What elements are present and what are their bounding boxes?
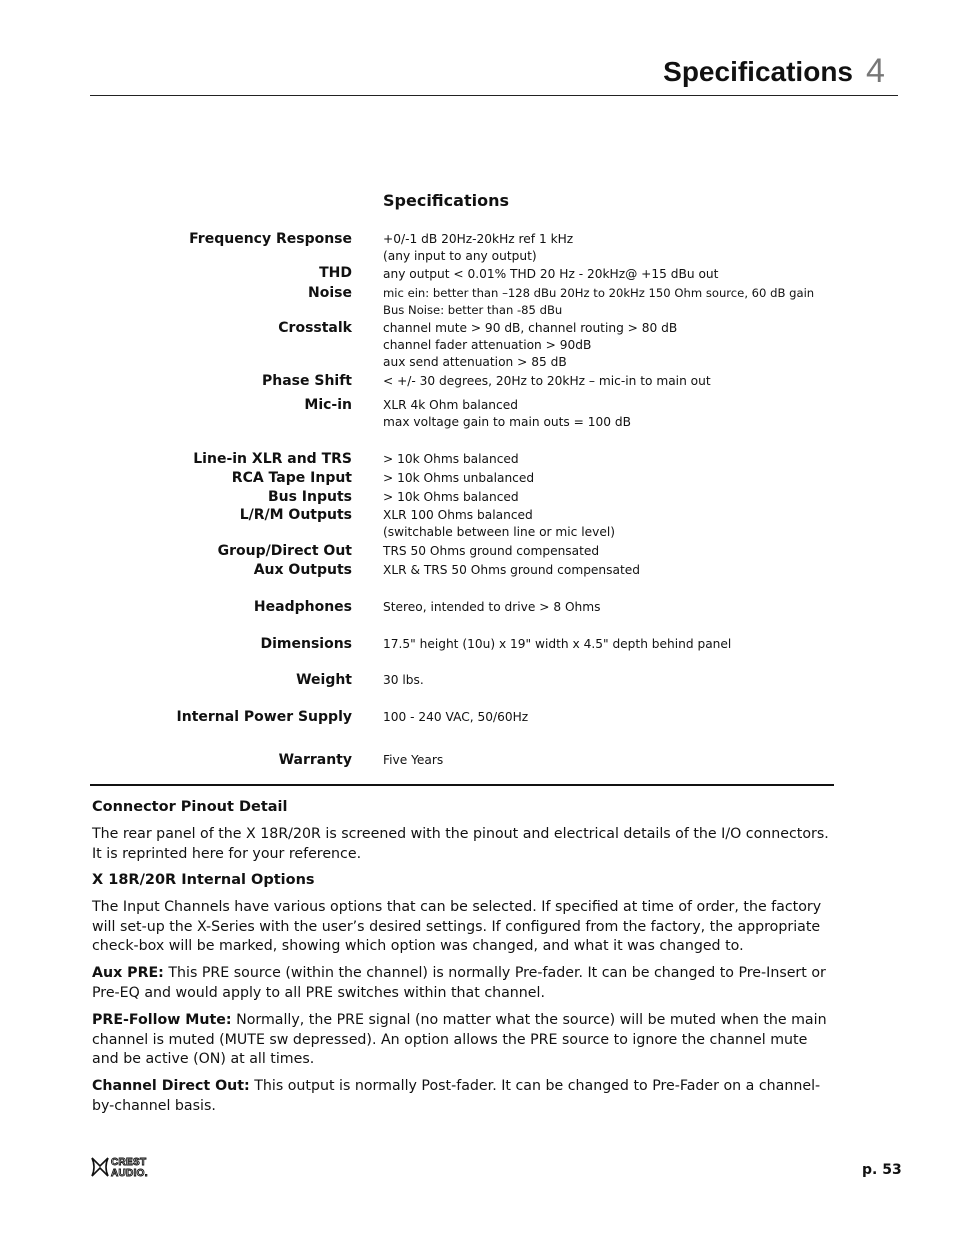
spec-value-line: aux send attenuation > 85 dB xyxy=(383,355,567,369)
spec-value-dimensions xyxy=(383,636,823,653)
spec-value-line: < +/- 30 degrees, 20Hz to 20kHz – mic-in to main out xyxy=(383,374,711,388)
spec-label-thd: THD xyxy=(319,265,352,281)
option-term: Channel Direct Out: xyxy=(92,1078,250,1094)
spec-value-bus-inputs xyxy=(383,489,823,506)
spec-value-mic-in xyxy=(383,397,823,431)
spec-label-headphones: Headphones xyxy=(253,599,352,615)
spec-label-weight: Weight xyxy=(296,672,352,688)
spec-value-line: max voltage gain to main outs = 100 dB xyxy=(383,415,631,429)
page-title: Specifications xyxy=(663,56,853,87)
spec-value-line: XLR 100 Ohms balanced xyxy=(383,508,533,522)
spec-value-line: Five Years xyxy=(383,753,444,767)
spec-value-line-in xyxy=(383,451,823,468)
spec-value-line: TRS 50 Ohms ground compensated xyxy=(383,544,600,558)
spec-label-dimensions: Dimensions xyxy=(260,636,352,652)
spec-value-line: +0/-1 dB 20Hz-20kHz ref 1 kHz xyxy=(383,232,574,246)
spec-value-line: > 10k Ohms balanced xyxy=(383,452,519,466)
spec-value-warranty xyxy=(383,752,823,769)
spec-value-line: XLR & TRS 50 Ohms ground compensated xyxy=(383,563,640,577)
spec-label-warranty: Warranty xyxy=(278,752,352,768)
spec-value-line: mic ein: better than –128 dBu 20Hz to 20kHz 150 Ohm source, 60 dB gain xyxy=(383,286,815,300)
logo-text-line1: CREST xyxy=(111,1157,147,1168)
option-pre-follow-mute xyxy=(92,1011,837,1070)
chapter-number: 4 xyxy=(866,52,885,90)
spec-label-group-direct-out: Group/Direct Out xyxy=(217,543,352,559)
spec-label-aux-outputs: Aux Outputs xyxy=(253,562,352,578)
connector-pinout-heading: Connector Pinout Detail xyxy=(92,799,288,815)
spec-label-phase-shift: Phase Shift xyxy=(261,373,352,389)
spec-label-mic-in: Mic-in xyxy=(304,397,352,413)
spec-value-line: > 10k Ohms balanced xyxy=(383,490,519,504)
spec-value-crosstalk xyxy=(383,320,823,371)
header-rule xyxy=(90,95,898,96)
spec-label-crosstalk: Crosstalk xyxy=(278,320,352,336)
specifications-heading: Specifications xyxy=(383,191,509,210)
logo-mark xyxy=(92,1158,108,1176)
spec-value-group-direct-out xyxy=(383,543,823,560)
spec-value-line: XLR 4k Ohm balanced xyxy=(383,398,518,412)
option-text: This output is normally Post-fader. It can be changed to Pre-Fader on a channel-by-channel basis. xyxy=(92,1078,821,1114)
spec-value-line: (any input to any output) xyxy=(383,249,537,263)
spec-label-frequency-response: Frequency Response xyxy=(189,231,352,247)
logo-text-line2: AUDIO. xyxy=(111,1168,148,1179)
section-divider xyxy=(90,784,834,786)
spec-label-rca-tape-input: RCA Tape Input xyxy=(231,470,352,486)
spec-value-line: 100 - 240 VAC, 50/60Hz xyxy=(383,710,529,724)
spec-value-lrm-outputs xyxy=(383,507,823,541)
option-text: Normally, the PRE signal (no matter what the source) will be muted when the main channel is muted (MUTE sw depressed). An option allows the PRE source to ignore the channel mute and be active (ON) at all times. xyxy=(92,1012,827,1067)
option-text: This PRE source (within the channel) is normally Pre-fader. It can be changed to Pre-Insert or Pre-EQ and would apply to all PRE switches within that channel. xyxy=(92,965,826,1001)
option-term: Aux PRE: xyxy=(92,965,164,981)
spec-value-aux-outputs xyxy=(383,562,823,579)
option-term: PRE-Follow Mute: xyxy=(92,1012,232,1028)
spec-value-weight xyxy=(383,672,823,689)
internal-options-intro: The Input Channels have various options that can be selected. If specified at time of order, the factory will set-up the X-Series with the user’s desired settings. If configured from the factory, the appropriate check-box will be marked, showing which option was changed, and what it was changed to. xyxy=(92,899,822,954)
spec-label-bus-inputs: Bus Inputs xyxy=(267,489,352,505)
spec-value-headphones xyxy=(383,599,823,616)
spec-value-internal-power-supply xyxy=(383,709,823,726)
spec-label-lrm-outputs: L/R/M Outputs xyxy=(239,507,352,523)
spec-value-line: (switchable between line or mic level) xyxy=(383,525,615,539)
spec-value-line: Stereo, intended to drive > 8 Ohms xyxy=(383,600,601,614)
spec-label-noise: Noise xyxy=(308,285,352,301)
option-aux-pre xyxy=(92,964,837,1003)
spec-value-line: any output < 0.01% THD 20 Hz - 20kHz@ +15 dBu out xyxy=(383,267,719,281)
spec-label-internal-power-supply: Internal Power Supply xyxy=(176,709,352,725)
spec-label-line-in: Line-in XLR and TRS xyxy=(193,451,352,467)
spec-value-rca-tape-input xyxy=(383,470,823,487)
option-channel-direct-out xyxy=(92,1077,837,1116)
spec-value-phase-shift xyxy=(383,373,823,390)
connector-pinout-text: The rear panel of the X 18R/20R is screened with the pinout and electrical details of the I/O connectors. It is reprinted here for your reference. xyxy=(92,826,829,862)
spec-value-line: channel mute > 90 dB, channel routing > 80 dB xyxy=(383,321,678,335)
spec-value-thd xyxy=(383,266,823,283)
page-number: p. 53 xyxy=(862,1162,902,1178)
crest-audio-logo xyxy=(90,1155,180,1179)
internal-options-heading: X 18R/20R Internal Options xyxy=(92,872,315,888)
spec-value-line: 17.5" height (10u) x 19" width x 4.5" depth behind panel xyxy=(383,637,732,651)
spec-value-line: > 10k Ohms unbalanced xyxy=(383,471,535,485)
spec-value-frequency-response xyxy=(383,231,823,265)
spec-value-line: channel fader attenuation > 90dB xyxy=(383,338,592,352)
spec-value-noise xyxy=(383,285,823,319)
spec-value-line: Bus Noise: better than -85 dBu xyxy=(383,303,563,317)
spec-value-line: 30 lbs. xyxy=(383,673,424,687)
